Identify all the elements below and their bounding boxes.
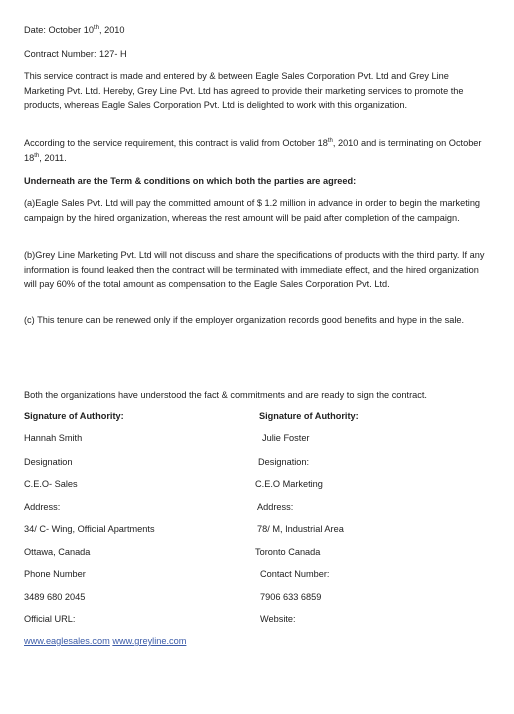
date-line: Date: October 10th, 2010	[24, 25, 125, 35]
intro-paragraph: This service contract is made and entered by & between Eagle Sales Corporation Pvt. Ltd and Grey Line Marketing Pvt. Ltd. Hereby, Grey Line Pvt. Ltd has agreed to provide their marketing services to promote the products, whereas Eagle Sales Corporation Pvt. Ltd is delighted to work with this organization.	[24, 71, 464, 110]
right-signature-heading: Signature of Authority:	[259, 411, 359, 421]
left-url-label: Official URL:	[24, 614, 76, 624]
right-designation: C.E.O Marketing	[255, 479, 323, 489]
left-phone-label: Phone Number	[24, 569, 86, 579]
left-signatory-name: Hannah Smith	[24, 433, 83, 443]
agreement-statement: Both the organizations have understood the fact & commitments and are ready to sign the contract.	[24, 390, 427, 400]
clause-c: (c) This tenure can be renewed only if the employer organization records good benefits and hype in the sale.	[24, 315, 465, 325]
right-address-label: Address:	[257, 502, 294, 512]
clause-b: (b)Grey Line Marketing Pvt. Ltd will not discuss and share the specifications of products with the third party. If any information is found leaked then the contract will be terminated with immediate effect, and the hired organization will pay 60% of the total amount as compensation to the Eagle Sales Corporation Pvt. Ltd.	[24, 250, 485, 289]
right-signatory-name: Julie Foster	[262, 433, 310, 443]
terms-heading: Underneath are the Term & conditions on which both the parties are agreed:	[24, 176, 357, 186]
right-address-line2: Toronto Canada	[255, 547, 321, 557]
right-address-line1: 78/ M, Industrial Area	[257, 524, 344, 534]
right-phone-label: Contact Number:	[260, 569, 330, 579]
left-designation-label: Designation	[24, 457, 73, 467]
left-phone: 3489 680 2045	[24, 592, 86, 602]
validity-paragraph: According to the service requirement, this contract is valid from October 18th, 2010 and is terminating on October 18th, 2011.	[24, 138, 482, 163]
left-address-line1: 34/ C- Wing, Official Apartments	[24, 524, 155, 534]
grey-line-link[interactable]: www.greyline.com	[112, 636, 187, 646]
eagle-sales-link[interactable]: www.eaglesales.com	[24, 636, 110, 646]
left-designation: C.E.O- Sales	[24, 479, 78, 489]
clause-a: (a)Eagle Sales Pvt. Ltd will pay the committed amount of $ 1.2 million in advance in order to begin the marketing campaign by the hired organization, whereas the rest amount will be paid after completion of the campaign.	[24, 198, 481, 223]
left-signature-heading: Signature of Authority:	[24, 411, 124, 421]
right-designation-label: Designation:	[258, 457, 310, 467]
contract-number: Contract Number: 127- H	[24, 49, 127, 59]
website-links	[24, 636, 186, 646]
right-url-label: Website:	[260, 614, 296, 624]
left-address-label: Address:	[24, 502, 61, 512]
right-phone: 7906 633 6859	[260, 592, 322, 602]
left-address-line2: Ottawa, Canada	[24, 547, 91, 557]
